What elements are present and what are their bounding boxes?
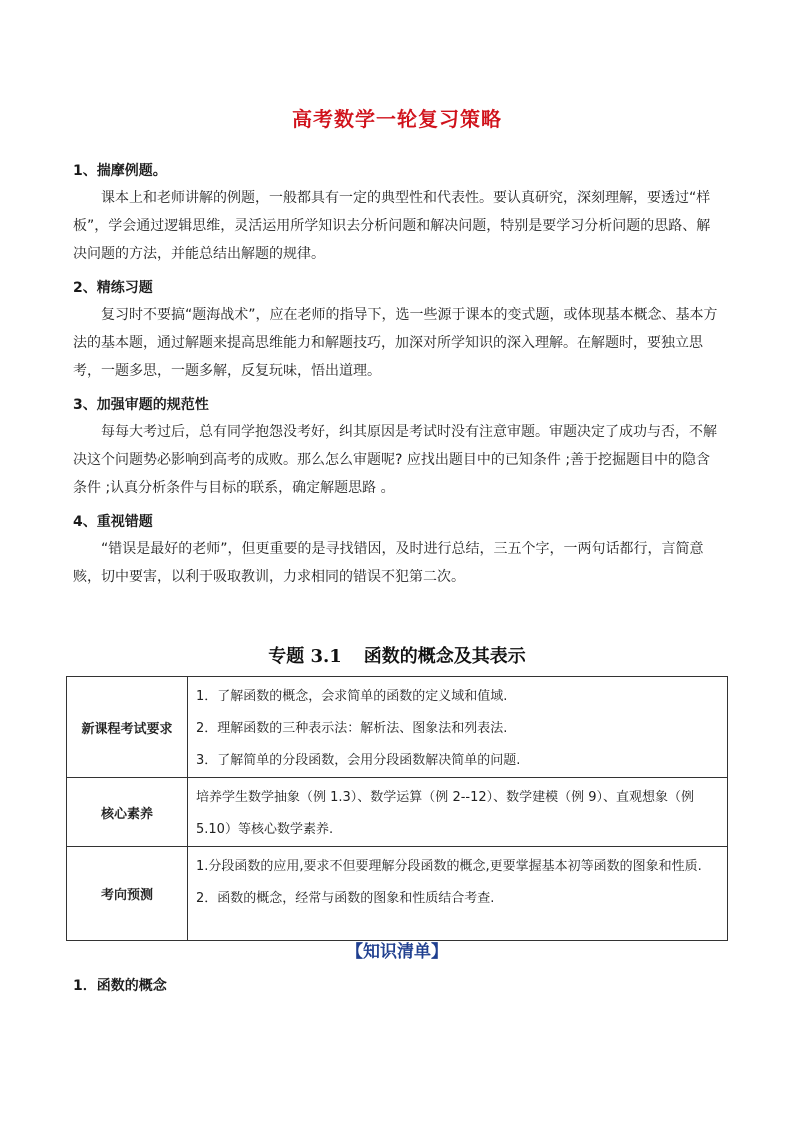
section-body-2: 复习时不要搞“题海战术”，应在老师的指导下，选一些源于课本的变式题，或体现基本概念、基本方法的基本题，通过解题来提高思维能力和解题技巧，加深对所学知识的深入理解。在解题时，要独立思考，一题多思，一题多解，反复玩味，悟出道理。 bbox=[73, 307, 718, 379]
table-row bbox=[67, 677, 728, 778]
section-heading-1: 1、揣摩例题。 bbox=[73, 163, 167, 179]
section-heading-3: 3、加强审题的规范性 bbox=[73, 397, 209, 413]
subheading-function-concept: 1．函数的概念 bbox=[73, 978, 167, 994]
table-row bbox=[67, 847, 728, 941]
requirement-line: 2．理解函数的三种表示法：解析法、图象法和列表法. bbox=[196, 721, 508, 736]
section-heading-2: 2、精练习题 bbox=[73, 280, 153, 296]
row-content-core-literacy bbox=[188, 778, 728, 847]
requirement-line: 1．了解函数的概念，会求简单的函数的定义域和值域. bbox=[196, 689, 508, 704]
knowledge-list-title: 【知识清单】 bbox=[346, 942, 448, 962]
row-label-core-literacy: 核心素养 bbox=[67, 778, 188, 847]
topic-name: 函数的概念及其表示 bbox=[363, 646, 526, 667]
requirements-table bbox=[66, 676, 728, 941]
requirement-line: 3．了解简单的分段函数，会用分段函数解决简单的问题. bbox=[196, 753, 521, 768]
section-body-4: “错误是最好的老师”，但更重要的是寻找错因，及时进行总结，三五个字，一两句话都行，言简意赅，切中要害，以利于吸取教训，力求相同的错误不犯第二次。 bbox=[73, 541, 704, 585]
section-body-1: 课本上和老师讲解的例题，一般都具有一定的典型性和代表性。要认真研究，深刻理解，要透过“样板”，学会通过逻辑思维，灵活运用所学知识去分析问题和解决问题，特别是要学习分析问题的思路、解决问题的方法，并能总结出解题的规律。 bbox=[73, 190, 711, 262]
row-label-requirements: 新课程考试要求 bbox=[67, 677, 188, 778]
forecast-line: 1.分段函数的应用,要求不但要理解分段函数的概念,更要掌握基本初等函数的图象和性质. bbox=[196, 859, 702, 874]
row-label-forecast: 考向预测 bbox=[67, 847, 188, 941]
row-content-forecast bbox=[188, 847, 728, 941]
section-body-3: 每每大考过后，总有同学抱怨没考好，纠其原因是考试时没有注意审题。审题决定了成功与否，不解决这个问题势必影响到高考的成败。那么怎么审题呢? 应找出题目中的已知条件 ;善于挖掘题目中的隐含条件 ;认真分析条件与目标的联系，确定解题思路 。 bbox=[73, 424, 717, 496]
main-title: 高考数学一轮复习策略 bbox=[292, 107, 502, 131]
row-content-requirements bbox=[188, 677, 728, 778]
topic-number: 专题 3.1 bbox=[268, 646, 342, 667]
literacy-line: 培养学生数学抽象（例 1.3）、数学运算（例 2--12）、数学建模（例 9）、直观想象（例 5.10）等核心数学素养. bbox=[196, 790, 695, 837]
forecast-line: 2．函数的概念，经常与函数的图象和性质结合考查. bbox=[196, 891, 495, 906]
section-heading-4: 4、重视错题 bbox=[73, 514, 153, 530]
table-row bbox=[67, 778, 728, 847]
topic-title bbox=[0, 642, 794, 668]
